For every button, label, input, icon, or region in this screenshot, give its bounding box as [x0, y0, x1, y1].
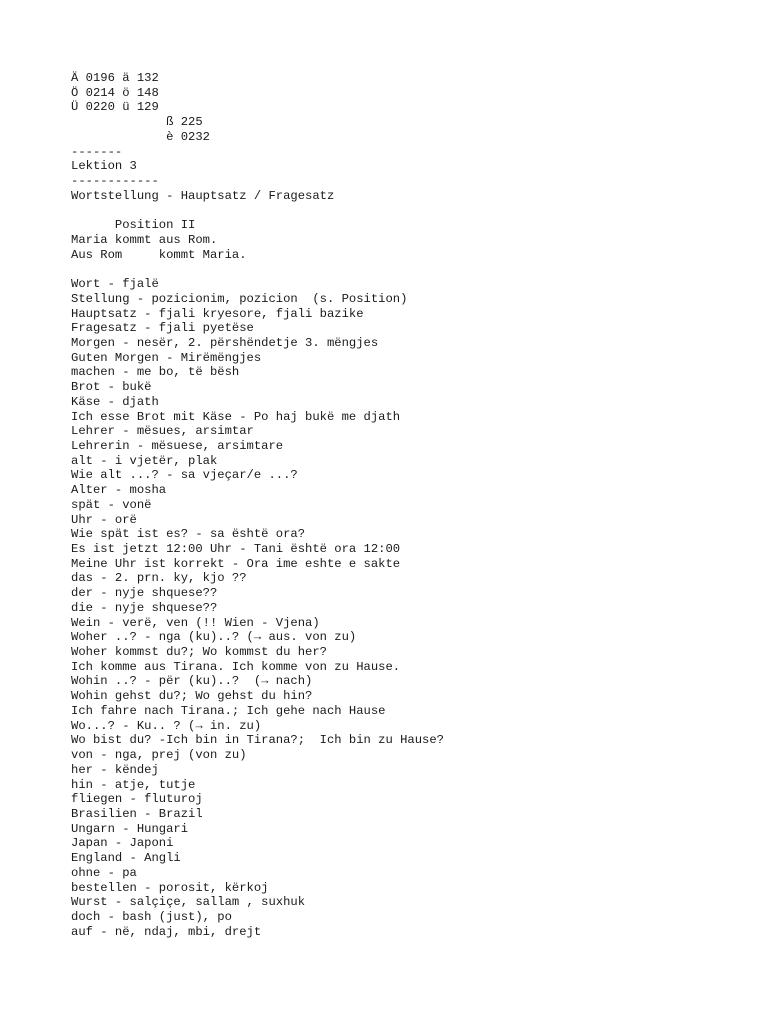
- vocab-line: Uhr - orë: [71, 512, 137, 527]
- vocab-line: doch - bash (just), po: [71, 909, 232, 924]
- vocab-line: bestellen - porosit, kërkoj: [71, 880, 269, 895]
- vocab-line: von - nga, prej (von zu): [71, 748, 247, 763]
- section-heading: Wortstellung - Hauptsatz / Fragesatz: [71, 188, 335, 203]
- vocab-line: Wurst - salçiçe, sallam , suxhuk: [71, 895, 306, 910]
- vocab-line: machen - me bo, të bësh: [71, 365, 240, 380]
- text-line: ß 225: [71, 115, 203, 130]
- vocab-line: ohne - pa: [71, 865, 137, 880]
- vocab-line: Woher kommst du?; Wo kommst du her?: [71, 645, 327, 660]
- vocab-line: Ich esse Brot mit Käse - Po haj bukë me djath: [71, 409, 401, 424]
- vocab-line: Guten Morgen - Mirëmëngjes: [71, 350, 262, 365]
- vocab-line: Wohin gehst du?; Wo gehst du hin?: [71, 689, 313, 704]
- blank-line: [71, 203, 751, 218]
- document-page: [71, 71, 751, 939]
- vocab-line: die - nyje shquese??: [71, 600, 218, 615]
- text-line: Ö 0214 ö 148: [71, 85, 159, 100]
- vocab-line: Es ist jetzt 12:00 Uhr - Tani është ora 12:00: [71, 542, 401, 556]
- vocab-line: auf - në, ndaj, mbi, drejt: [71, 924, 262, 939]
- vocab-line: Woher ..? - nga (ku)..? (→ aus. von zu): [71, 630, 357, 645]
- separator-line: -------: [71, 144, 123, 159]
- vocab-line: das - 2. prn. ky, kjo ??: [71, 571, 247, 586]
- vocab-line: Japan - Japoni: [71, 836, 174, 851]
- vocab-line: Lehrerin - mësuese, arsimtare: [71, 438, 284, 453]
- vocab-line: Ich komme aus Tirana. Ich komme von zu Hause.: [71, 659, 401, 674]
- vocab-line: Alter - mosha: [71, 483, 167, 498]
- vocab-line: Ungarn - Hungari: [71, 821, 189, 836]
- separator-line: ------------: [71, 174, 159, 189]
- vocab-line: Wohin ..? - për (ku)..? (→ nach): [71, 674, 313, 689]
- vocab-line: Wein - verë, ven (!! Wien - Vjena): [71, 615, 320, 630]
- vocab-line: England - Angli: [71, 851, 181, 866]
- vocab-line: Brasilien - Brazil: [71, 806, 203, 821]
- vocab-line: Meine Uhr ist korrekt - Ora ime eshte e sakte: [71, 556, 401, 571]
- vocab-line: her - këndej: [71, 762, 159, 777]
- vocab-line: Hauptsatz - fjali kryesore, fjali bazike: [71, 306, 364, 321]
- vocab-line: Fragesatz - fjali pyetëse: [71, 321, 254, 336]
- vocab-line: Brot - bukë: [71, 380, 152, 395]
- vocab-line: Wo bist du? -Ich bin in Tirana?; Ich bin zu Hause?: [71, 733, 444, 748]
- vocab-line: Lehrer - mësues, arsimtar: [71, 424, 254, 439]
- vocab-line: Käse - djath: [71, 394, 159, 409]
- text-line: Position II: [71, 218, 196, 233]
- vocab-line: Stellung - pozicionim, pozicion (s. Position): [71, 291, 408, 306]
- vocab-line: alt - i vjetër, plak: [71, 453, 218, 468]
- vocab-line: fliegen - fluturoj: [71, 792, 203, 807]
- text-line: Ü 0220 ü 129: [71, 100, 159, 115]
- vocab-line: Wo...? - Ku.. ? (→ in. zu): [71, 718, 262, 733]
- vocab-line: hin - atje, tutje: [71, 777, 196, 792]
- text-line: Maria kommt aus Rom.: [71, 232, 218, 247]
- text-line: Aus Rom kommt Maria.: [71, 247, 247, 262]
- vocab-line: Wort - fjalë: [71, 277, 159, 292]
- vocab-line: Wie spät ist es? - sa është ora?: [71, 527, 306, 542]
- vocab-line: Morgen - nesër, 2. përshëndetje 3. mëngjes: [71, 335, 379, 350]
- vocab-line: der - nyje shquese??: [71, 586, 218, 601]
- text-line: è 0232: [71, 129, 210, 144]
- blank-line: [71, 262, 751, 277]
- lesson-title: Lektion 3: [71, 159, 137, 174]
- text-line: Ä 0196 ä 132: [71, 71, 159, 85]
- vocab-line: Ich fahre nach Tirana.; Ich gehe nach Hause: [71, 703, 386, 718]
- vocab-line: Wie alt ...? - sa vjeçar/e ...?: [71, 468, 298, 483]
- vocab-line: spät - vonë: [71, 497, 152, 512]
